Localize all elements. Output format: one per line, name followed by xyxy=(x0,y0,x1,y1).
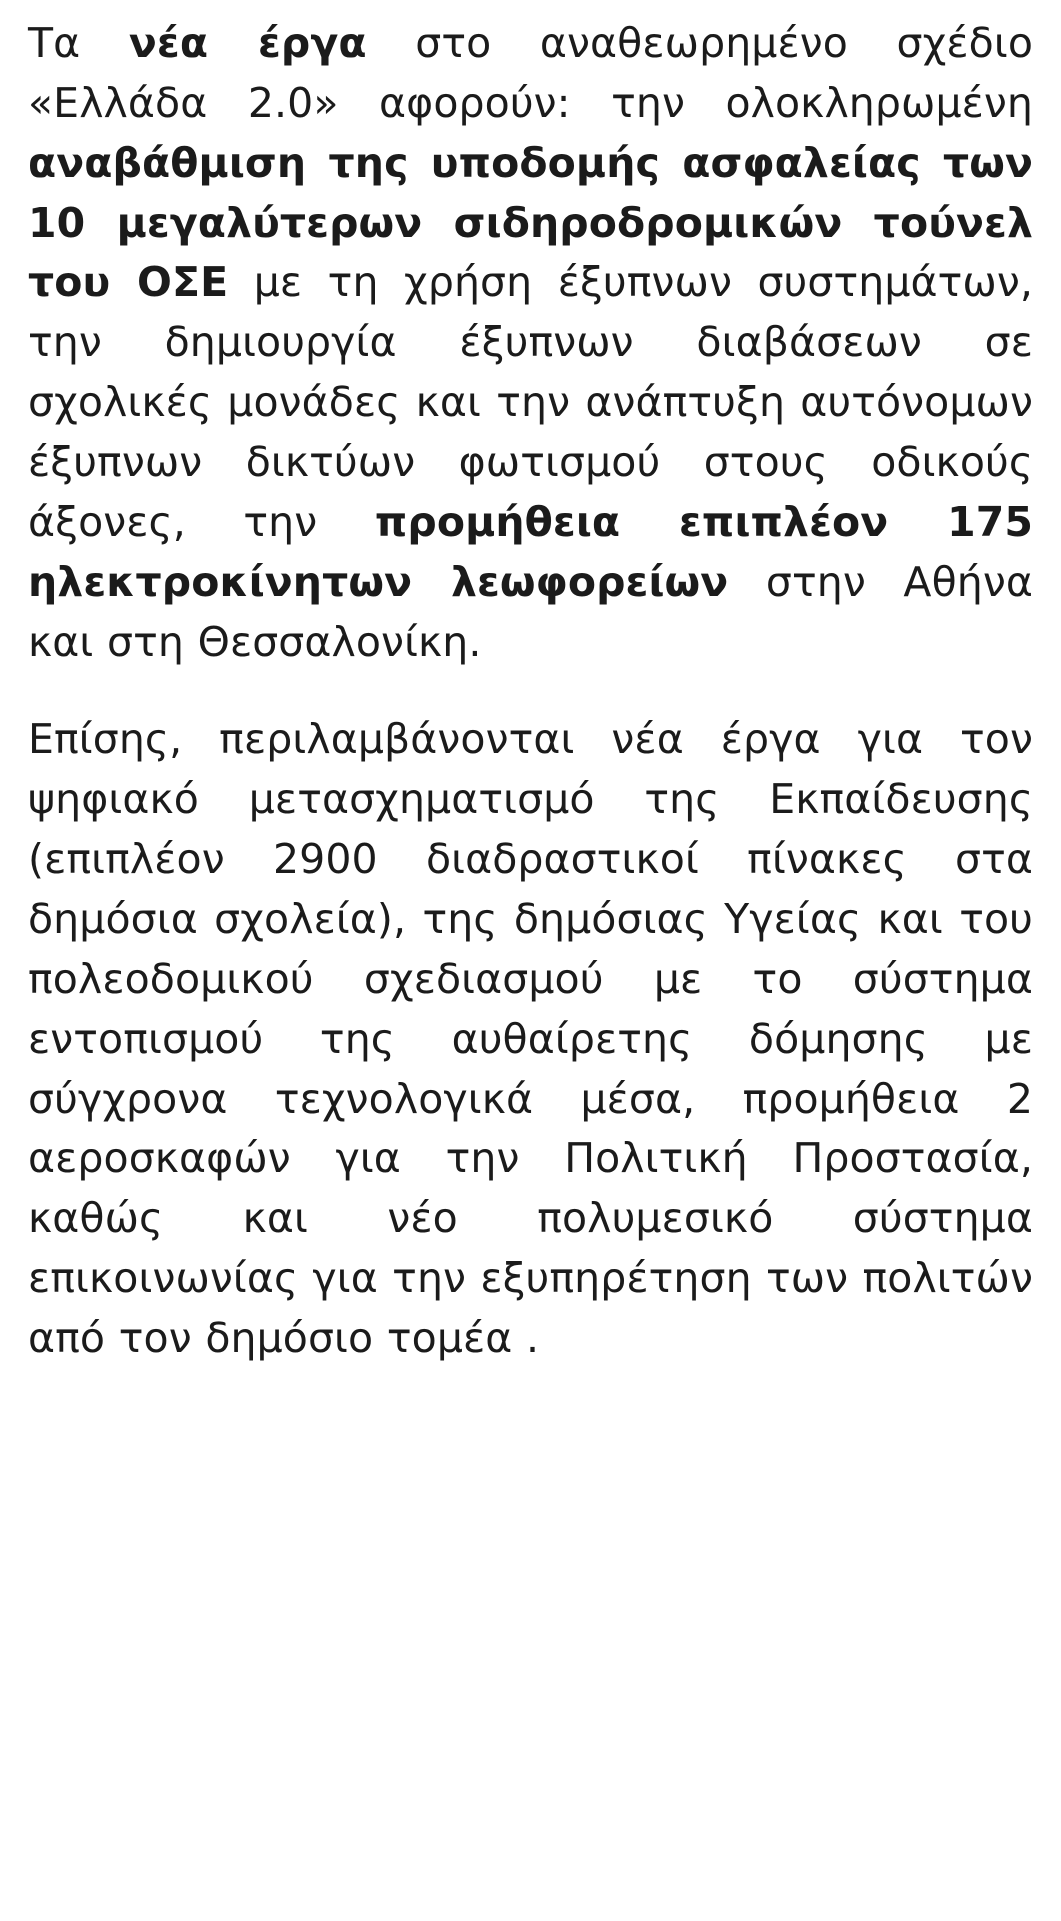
paragraph-2 xyxy=(28,710,1047,1368)
body-text: με τη χρήση έξυπνων συστημάτων, την δημιουργία έξυπνων διαβάσεων σε σχολικές μονάδες και την ανάπτυξη αυτόνομων έξυπνων δικτύων φωτισμού στους οδικούς άξονες, την xyxy=(28,258,1047,546)
body-text: στο αναθεωρημένο σχέδιο «Ελλάδα 2.0» αφορούν: την ολοκληρωμένη xyxy=(28,19,1047,127)
body-text: Επίσης, περιλαμβάνονται νέα έργα για τον ψηφιακό μετασχηματισμό της Εκπαίδευσης (επιπλέον 2900 διαδραστικοί πίνακες στα δημόσια σχολεία), της δημόσιας Υγείας και του πολεοδομικού σχεδιασμού με το σύστημα εντοπισμού της αυθαίρετης δόμησης με σύγχρονα τεχνολογικά μέσα, προμήθεια 2 αεροσκαφών για την Πολιτική Προστασία, καθώς και νέο πολυμεσικό σύστημα επικοινωνίας για την εξυπηρέτηση των πολιτών από τον δημόσιο τομέα . xyxy=(28,715,1047,1363)
emphasis-text: προμήθεια επιπλέον 175 ηλεκτροκίνητων λεωφορείων xyxy=(28,497,1048,606)
paragraph-1 xyxy=(28,14,1048,672)
emphasis-text: αναβάθμιση της υποδομής ασφαλείας των 10 μεγαλύτερων σιδηροδρομικών τούνελ του ΟΣΕ xyxy=(28,138,1048,307)
body-text: Τα xyxy=(28,19,129,67)
body-text: στην Αθήνα και στη Θεσσαλονίκη. xyxy=(28,557,1047,666)
document-body xyxy=(28,14,1048,1369)
emphasis-text: νέα έργα xyxy=(128,19,367,67)
